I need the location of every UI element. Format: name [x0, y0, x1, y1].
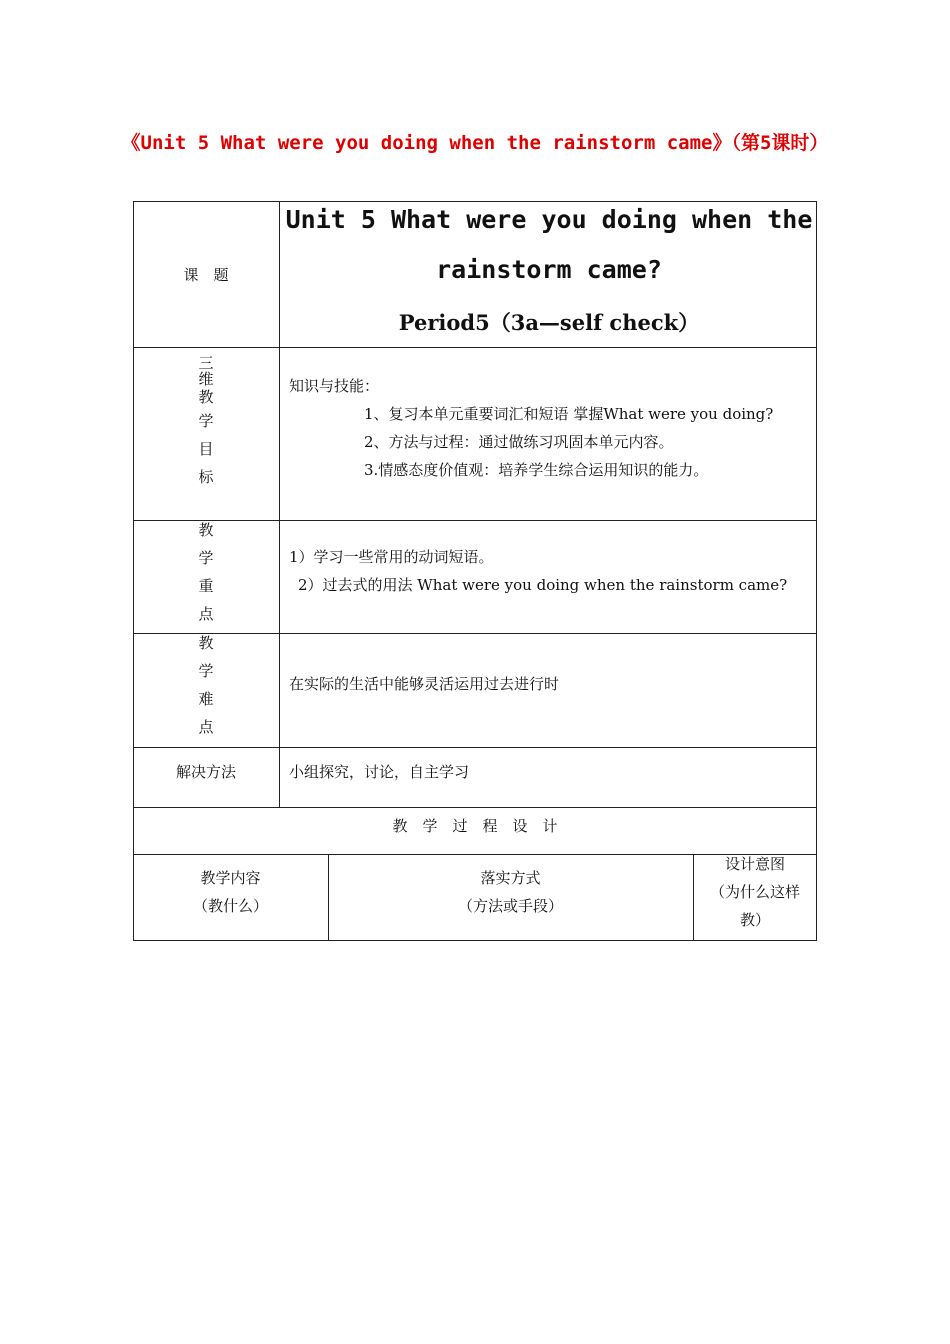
- key-points-label-char: 点: [198, 605, 214, 623]
- process-column-line: （为什么这样: [709, 883, 800, 901]
- process-column-line: 教学内容: [200, 869, 261, 887]
- objectives-label-char: 目: [198, 440, 214, 458]
- difficulties-label: [186, 629, 226, 741]
- objectives-label-char: 学: [198, 412, 214, 430]
- process-heading: 教 学 过 程 设 计: [392, 817, 558, 835]
- column-divider: [279, 201, 280, 807]
- topic-period: Period5（3a—self check）: [398, 310, 700, 335]
- process-column-line: （方法或手段）: [457, 897, 563, 915]
- objectives-item: 3.情感态度价值观：培养学生综合运用知识的能力。: [364, 461, 709, 479]
- process-column-line: 教）: [739, 911, 770, 929]
- objectives-label-char: 三: [198, 354, 214, 372]
- process-column-line: 落实方式: [480, 869, 541, 887]
- difficulties-label-char: 难: [198, 690, 214, 708]
- objectives-label: [186, 355, 226, 491]
- row-divider: [133, 520, 817, 521]
- process-column-line: 设计意图: [724, 855, 785, 873]
- process-column-content: [133, 864, 328, 920]
- row-divider: [133, 807, 817, 808]
- objectives-label-char: 维: [198, 370, 214, 388]
- document-title: 《Unit 5 What were you doing when the rainstorm came》（第5课时）: [121, 132, 829, 154]
- key-points-label-char: 重: [198, 577, 214, 595]
- method-text: 小组探究，讨论，自主学习: [289, 763, 470, 781]
- topic-title-line2: rainstorm came?: [436, 255, 662, 284]
- row-divider: [133, 747, 817, 748]
- difficulties-label-char: 点: [198, 718, 214, 736]
- row-divider: [133, 633, 817, 634]
- process-column-intent: [693, 850, 817, 934]
- key-point-item: 1）学习一些常用的动词短语。: [289, 548, 494, 566]
- objectives-label-char: 教: [198, 388, 214, 406]
- objectives-heading: 知识与技能：: [289, 377, 380, 395]
- method-label: 解决方法: [175, 763, 236, 781]
- objectives-label-char: 标: [198, 468, 214, 486]
- key-points-label-char: 教: [198, 521, 214, 539]
- process-column-line: （教什么）: [192, 897, 268, 915]
- key-points-label: [186, 516, 226, 628]
- difficulties-label-char: 学: [198, 662, 214, 680]
- difficulties-label-char: 教: [198, 634, 214, 652]
- key-point-item: 2）过去式的用法 What were you doing when the rainstorm came?: [298, 576, 788, 594]
- topic-label: 课 题: [183, 266, 229, 284]
- key-points-label-char: 学: [198, 549, 214, 567]
- topic-title-line1: Unit 5 What were you doing when the: [285, 205, 813, 234]
- objectives-item: 1、复习本单元重要词汇和短语 掌握What were you doing?: [364, 405, 774, 423]
- difficulties-text: 在实际的生活中能够灵活运用过去进行时: [289, 675, 560, 693]
- objectives-item: 2、方法与过程：通过做练习巩固本单元内容。: [364, 433, 674, 451]
- process-column-method: [328, 864, 693, 920]
- row-divider: [133, 347, 817, 348]
